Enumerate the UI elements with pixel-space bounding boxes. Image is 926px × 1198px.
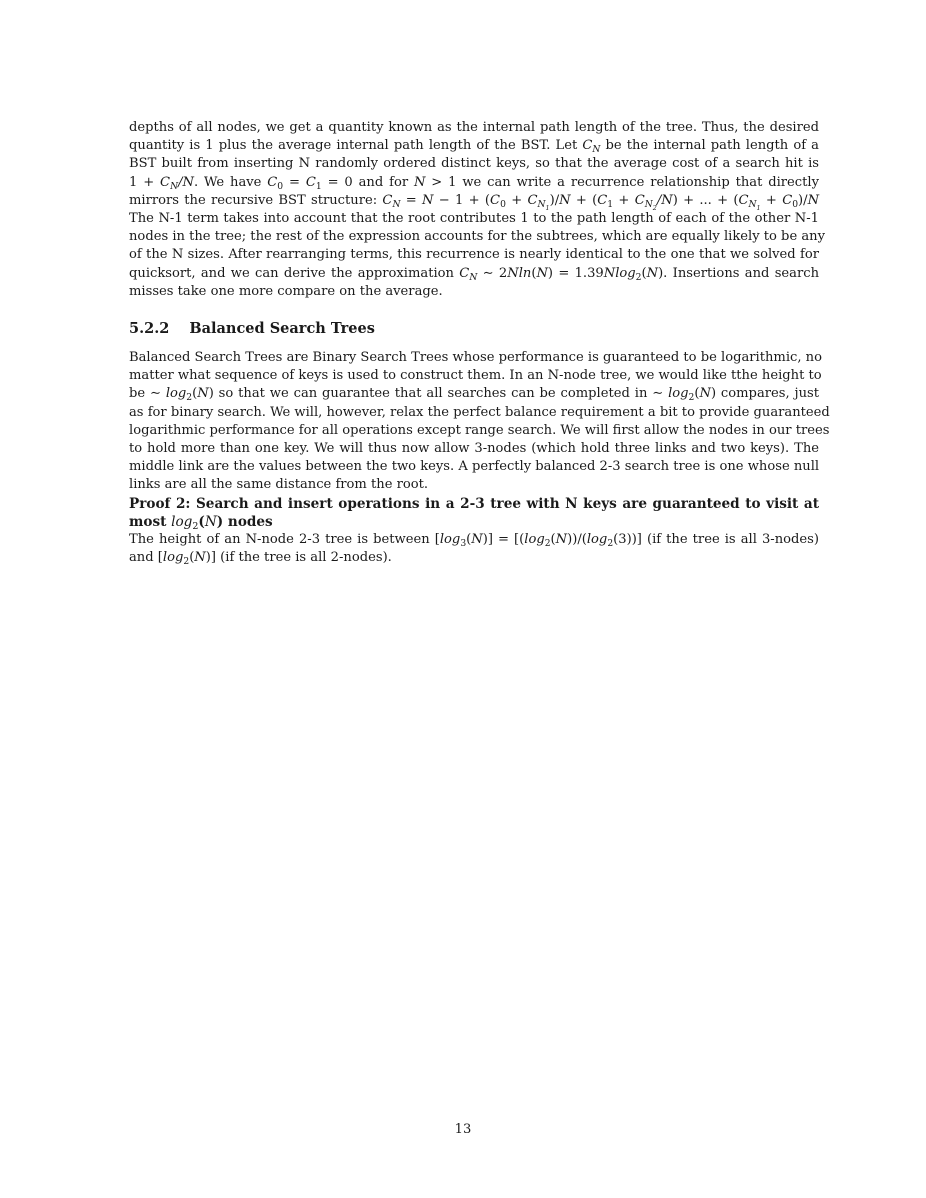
text-line: quantity is 1 plus the average internal path length of the BST. Let $C_N$ be the internal path length of a — [129, 138, 819, 156]
text-line: misses take one more compare on the average. — [129, 283, 443, 299]
text-line: The height of an N-node 2-3 tree is between $[\log_3(N)] = [(\log_2(N))/(\log_2(3))]$ (if the tree is all 3-nodes) — [129, 532, 819, 550]
text-line: of the N sizes. After rearranging terms, this recurrence is nearly identical to the one that we solved for — [129, 247, 819, 263]
text-line: mirrors the recursive BST structure: $C_N = N - 1 + (C_0 + C_{N_1})/N + (C_1 + C_{N_2}/N)$ + ... + $(C_{N_1} + C_0)/N$ — [129, 192, 820, 212]
text-line: matter what sequence of keys is used to construct them. In an N-node tree, we would like tthe height to — [129, 368, 822, 384]
paragraph-balanced-search-trees — [129, 349, 830, 568]
section-title: Balanced Search Trees — [189, 320, 375, 337]
text-line: to hold more than one key. We will thus now allow 3-nodes (which hold three links and two keys). The — [129, 441, 819, 457]
proof-statement-line: Proof 2: Search and insert operations in a 2-3 tree with N keys are guaranteed to visit at — [129, 495, 819, 512]
section-heading — [129, 320, 375, 337]
proof-statement-line: most $\log_2(N)$ nodes — [129, 513, 273, 532]
text-line: logarithmic performance for all operations except range search. We will first allow the nodes in our trees — [129, 422, 830, 438]
text-line: depths of all nodes, we get a quantity known as the internal path length of the tree. Thus, the desired — [129, 120, 819, 135]
text-line: links are all the same distance from the root. — [129, 477, 429, 493]
text-line: Balanced Search Trees are Binary Search Trees whose performance is guaranteed to be logarithmic, no — [129, 350, 822, 365]
text-line: be ∼ $\log_2(N)$ so that we can guarantee that all searches can be completed in ∼ $\log_2(N)$ compares, just — [129, 386, 819, 404]
section-number: 5.2.2 — [129, 320, 170, 337]
paragraph-internal-path-length — [129, 119, 825, 301]
page-number: 13 — [454, 1122, 472, 1137]
text-line: and $[\log_2(N)]$ (if the tree is all 2-nodes). — [129, 550, 392, 568]
text-line: as for binary search. We will, however, relax the perfect balance requirement a bit to provide guaranteed — [129, 404, 830, 420]
text-line: middle link are the values between the two keys. A perfectly balanced 2-3 search tree is one whose null — [129, 459, 820, 475]
text-line: quicksort, and we can derive the approximation $C_N$ ∼ 2Nln(N) = 1.39Nlog$_2$(N). Insertions and search — [129, 265, 819, 283]
text-line: BST built from inserting N randomly ordered distinct keys, so that the average cost of a search hit is — [129, 156, 819, 172]
text-line: $1 + C_N/N$. We have $C_0 = C_1 = 0$ and for N > 1 we can write a recurrence relationship that directly — [129, 174, 819, 192]
text-line: nodes in the tree; the rest of the expression accounts for the subtrees, which are equally likely to be any — [129, 229, 825, 245]
text-line: The N-1 term takes into account that the root contributes 1 to the path length of each of the other N-1 — [129, 211, 819, 227]
